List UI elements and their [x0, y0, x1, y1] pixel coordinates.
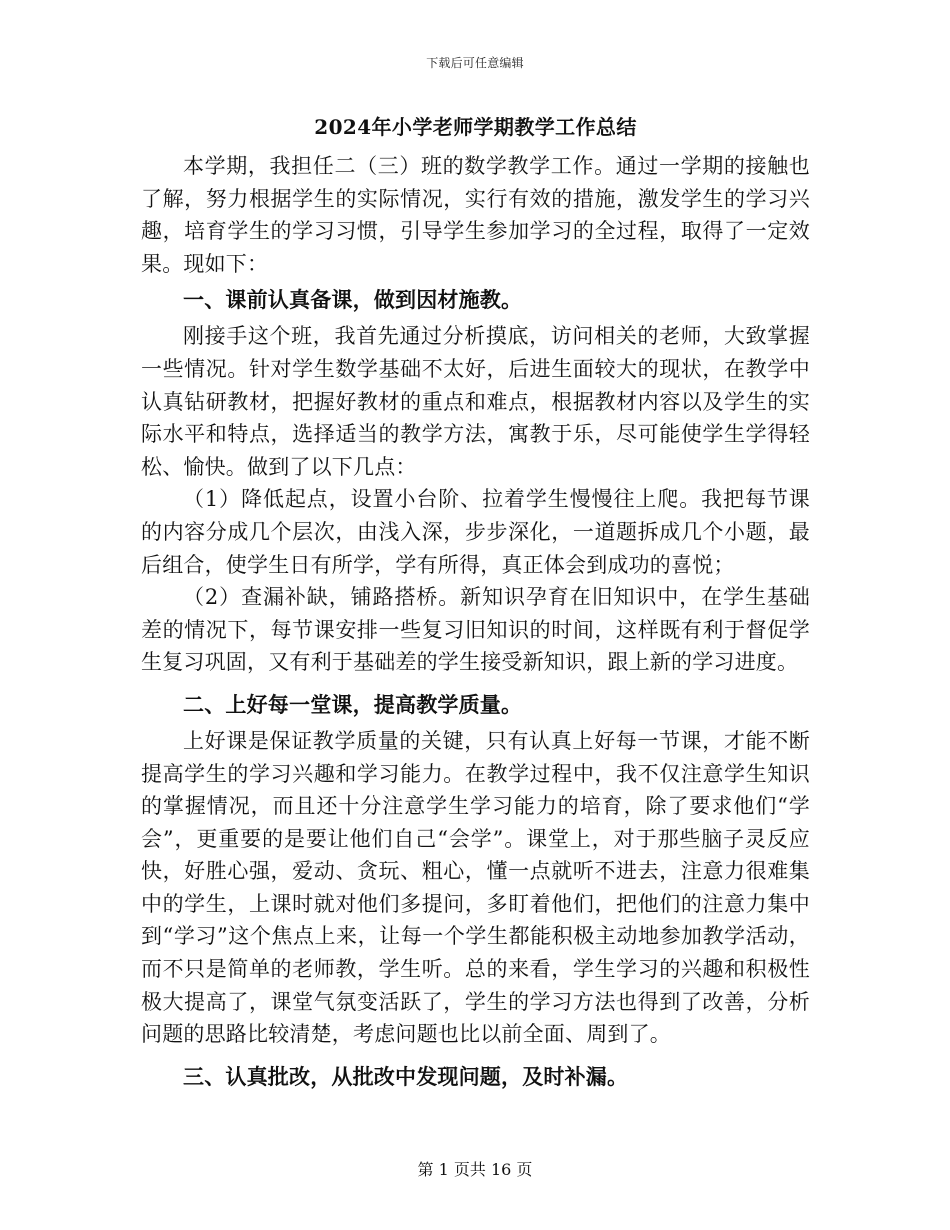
document-content: [141, 112, 810, 1097]
header-note: 下载后可任意编辑: [426, 56, 524, 70]
section-3-heading: 三、认真批改，从批改中发现问题，及时补漏。: [183, 1063, 629, 1089]
section-2-heading: 二、上好每一堂课，提高教学质量。: [183, 691, 523, 717]
section-2-paragraph: 上好课是保证教学质量的关键，只有认真上好每一节课，才能不断提高学生的学习兴趣和学习能力。在教学过程中，我不仅注意学生知识的掌握情况，而且还十分注意学生学习能力的培育，除了要求他们“学会”，更重要的是要让他们自己“会学”。课堂上，对于那些脑子灵反应快，好胜心强，爱动、贪玩、粗心，懂一点就听不进去，注意力很难集中的学生，上课时就对他们多提问，多盯着他们，把他们的注意力集中到“学习”这个焦点上来，让每一个学生都能积极主动地参加教学活动，而不只是简单的老师教，学生听。总的来看，学生学习的兴趣和积极性极大提高了，课堂气氛变活跃了，学生的学习方法也得到了改善，分析问题的思路比较清楚，考虑问题也比以前全面、周到了。: [141, 728, 810, 1047]
section-1-heading: 一、课前认真备课，做到因材施教。: [183, 287, 523, 313]
section-1-item-1: （1）降低起点，设置小台阶、拉着学生慢慢往上爬。我把每节课的内容分成几个层次，由浅入深，步步深化，一道题拆成几个小题，最后组合，使学生日有所学，学有所得，真正体会到成功的喜悦；: [141, 487, 810, 577]
section-1-paragraph: 刚接手这个班，我首先通过分析摸底，访问相关的老师，大致掌握一些情况。针对学生数学基础不太好，后进生面较大的现状，在教学中认真钻研教材，把握好教材的重点和难点，根据教材内容以及学生的实际水平和特点，选择适当的教学方法，寓教于乐，尽可能使学生学得轻松、愉快。做到了以下几点：: [141, 324, 810, 479]
document-title: 2024年小学老师学期教学工作总结: [314, 115, 637, 139]
section-1-item-2: （2）查漏补缺，铺路搭桥。新知识孕育在旧知识中，在学生基础差的情况下，每节课安排一些复习旧知识的时间，这样既有利于督促学生复习巩固，又有利于基础差的学生接受新知识，跟上新的学习进度。: [141, 585, 810, 675]
intro-paragraph: 本学期，我担任二（三）班的数学教学工作。通过一学期的接触也了解，努力根据学生的实际情况，实行有效的措施，激发学生的学习兴趣，培育学生的学习习惯，引导学生参加学习的全过程，取得了一定效果。现如下：: [141, 154, 810, 276]
page-footer: 第 1 页共 16 页: [417, 1160, 533, 1179]
